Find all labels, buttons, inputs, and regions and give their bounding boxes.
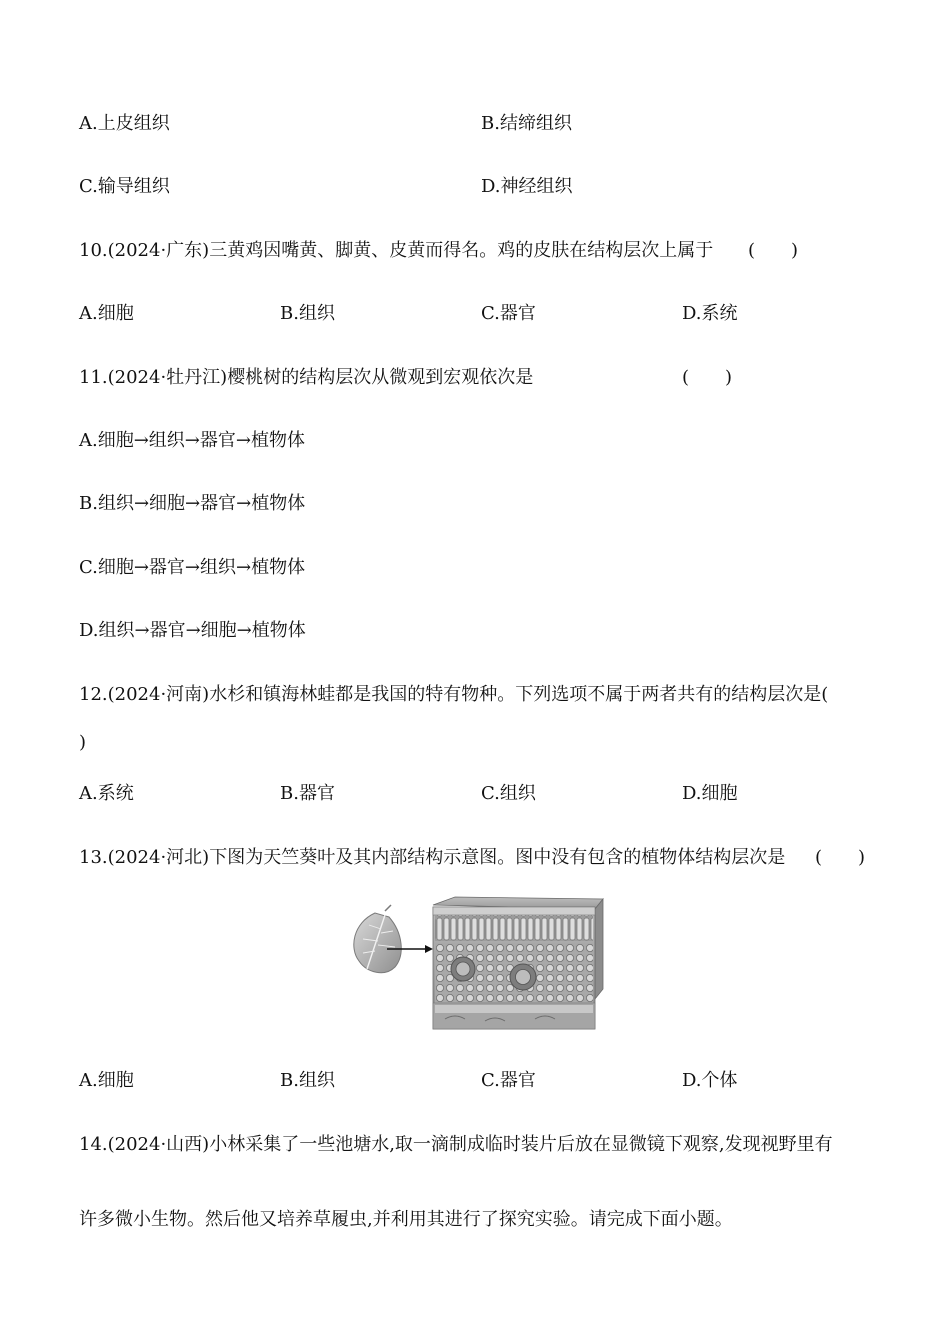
q9-option-d: D.神经组织	[481, 176, 573, 197]
q13-option-c: C.器官	[481, 1070, 536, 1091]
q10-option-c: C.器官	[481, 303, 536, 324]
leaf-cross-section-block	[433, 897, 603, 1029]
q9-option-a: A.上皮组织	[79, 113, 170, 134]
q13-stem: 13.(2024·河北)下图为天竺葵叶及其内部结构示意图。图中没有包含的植物体结构层次是	[79, 847, 786, 868]
q9-option-c: C.输导组织	[79, 176, 170, 197]
q14-stem-line-2: 许多微小生物。然后他又培养草履虫,并利用其进行了探究实验。请完成下面小题。	[79, 1209, 733, 1230]
q11-option-c: C.细胞→器官→组织→植物体	[79, 557, 306, 578]
q10-option-a: A.细胞	[79, 303, 134, 324]
leaf-icon	[354, 905, 401, 973]
q14-stem-line-1: 14.(2024·山西)小林采集了一些池塘水,取一滴制成临时装片后放在显微镜下观察,发现视野里有	[79, 1134, 833, 1155]
q10-answer-paren: ( )	[748, 240, 799, 261]
q9-option-b: B.结缔组织	[481, 113, 572, 134]
q12-option-d: D.细胞	[682, 783, 738, 804]
q12-option-c: C.组织	[481, 783, 536, 804]
q10-option-b: B.组织	[280, 303, 335, 324]
q11-option-b: B.组织→细胞→器官→植物体	[79, 493, 306, 514]
q11-answer-paren: ( )	[682, 367, 733, 388]
q13-option-b: B.组织	[280, 1070, 335, 1091]
q13-option-d: D.个体	[682, 1070, 738, 1091]
q10-stem: 10.(2024·广东)三黄鸡因嘴黄、脚黄、皮黄而得名。鸡的皮肤在结构层次上属于	[79, 240, 714, 261]
q12-option-b: B.器官	[280, 783, 335, 804]
q12-stem: 12.(2024·河南)水杉和镇海林蛙都是我国的特有物种。下列选项不属于两者共有的结构层次是(	[79, 684, 829, 705]
leaf-structure-figure	[345, 893, 607, 1033]
q11-option-d: D.组织→器官→细胞→植物体	[79, 620, 306, 641]
q10-option-d: D.系统	[682, 303, 738, 324]
q12-option-a: A.系统	[79, 783, 134, 804]
q11-stem: 11.(2024·牡丹江)樱桃树的结构层次从微观到宏观依次是	[79, 367, 534, 388]
q13-option-a: A.细胞	[79, 1070, 134, 1091]
q12-stem-continued: )	[79, 732, 87, 753]
q13-answer-paren: ( )	[815, 847, 866, 868]
q11-option-a: A.细胞→组织→器官→植物体	[79, 430, 305, 451]
